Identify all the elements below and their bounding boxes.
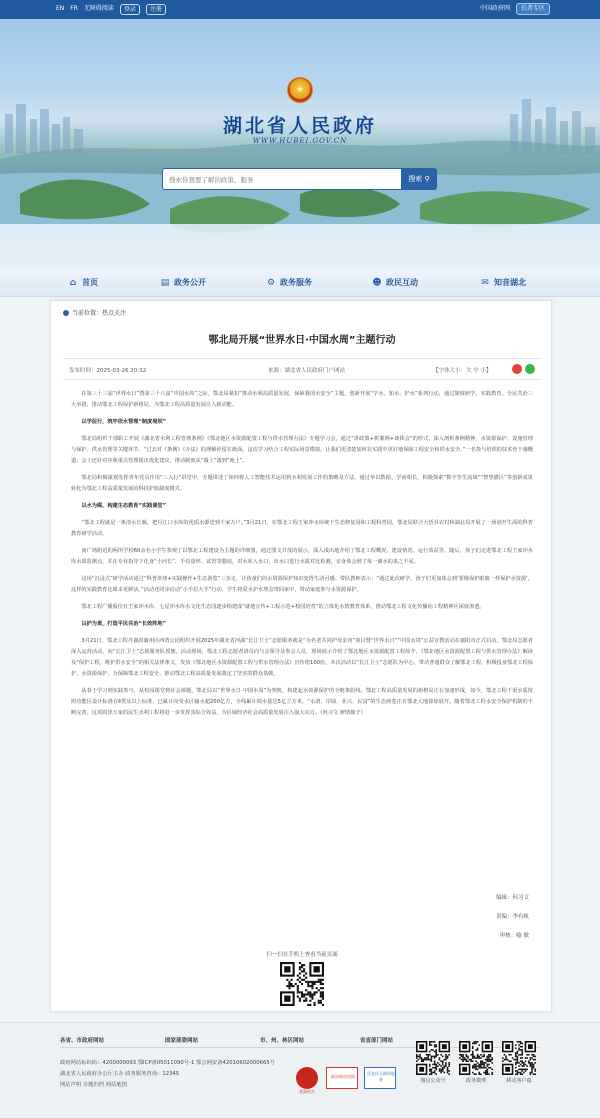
header-banner	[0, 19, 600, 269]
search-input[interactable]	[169, 173, 399, 186]
publish-time: 发布时间：2025-03-26 20:32	[69, 368, 147, 374]
gear-icon: ⚙	[266, 277, 276, 288]
site-title: 湖北省人民政府	[222, 115, 377, 137]
article-paragraph: 鄂北工程广播股份有王家冲水库、七星冲水库水文化生态园逐步构建成“就地宣传+工程示范+校园培育”的立体化水情教育体系，推动鄂北工程文化传播向工程精神区深度渗透。	[81, 604, 485, 610]
footer-info: 政府网站标识码：4200000093 鄂ICP备05011090号-1 鄂公网安备42010602000665号 湖北省人民政府办公厅主办 政务服务咨询：12345 网站声明 专题归档 网站地图	[60, 1060, 275, 1088]
qr-label-app: 移动客户端	[506, 1078, 532, 1084]
search-box	[162, 168, 437, 190]
lang-en-link[interactable]: EN	[56, 5, 65, 12]
article-paragraph: 在第三十三届“世界水日”暨第三十八届“中国水周”之际，鄂北局紧扣“推动水利高质量发展，保障我国水安全”主题，创新开展“学水、知水、护水”系列行动，通过制度研学、实践教育、全民共治三大举措，推动鄂北工程保护新格局，为鄂北工程高质量发展注入新动能。	[71, 391, 533, 408]
app-qr-code-icon	[502, 1041, 536, 1075]
article-title: 鄂北局开展“世界水日·中国水周”主题行动	[208, 335, 396, 346]
section-heading: 以水为媒，构建生态教育“实践课堂”	[81, 503, 167, 509]
article-panel	[50, 300, 552, 1012]
share-buttons	[512, 364, 535, 374]
lang-fr-link[interactable]: FR	[70, 5, 78, 12]
wechat-share-icon[interactable]	[525, 364, 535, 374]
home-icon: ⌂	[69, 277, 77, 288]
article-meta	[63, 358, 541, 380]
editor-credits	[496, 889, 529, 946]
qr-label-wechat: 微信公众号	[420, 1078, 446, 1084]
site-url: WWW.HUBEI.GOV.CN	[252, 137, 348, 145]
nav-item-home[interactable]: ⌂ 首页	[69, 277, 98, 288]
article-paragraph: 这场“沉浸式”研学活动通过“科普讲座+实践操作+生态游览”三步走，让孩童们的水资源保护知识变得生动可感。带队教师表示：“通过此次研学，孩子们更加体会到‘要像保护眼睛一样保护水资源’，这样的实践教育比课本更鲜活。”活动还同步启动“小手拉大手”行动，学生将爱水护水理念带回家中，带动家庭参与水资源保护。	[71, 576, 533, 593]
article-paragraph: 南广场附近的两所学校60余名小学生参观了以鄂北工程建设为主题的详细图，通过图文并茂的展示，深入浅出地介绍了鄂北工程概况、建设情况、运行效益等。随后，孩子们走进鄂北工程王家冲水库水质监测点，并在专业指导下化身“小河长”，手持量杯、试管等器皿，对水库入水口、出水口进行水质对比检测，亲身体会到了每一滴水的来之不易。	[71, 548, 533, 565]
footer-link-cities[interactable]: 市、州、林区网站	[260, 1038, 305, 1044]
accessibility-link[interactable]: 无障碍阅读	[83, 5, 114, 12]
gov-portal-link[interactable]: 中国政府网	[479, 5, 510, 12]
font-size-switcher[interactable]: 【字体大小：大 中 小】	[433, 368, 492, 374]
wechat-qr-code-icon	[416, 1041, 450, 1075]
nav-item-gov-affairs[interactable]: ▤ 政务公开	[160, 277, 206, 288]
login-button[interactable]: 登录	[120, 4, 140, 15]
footer-link-ministries[interactable]: 国家部委网站	[165, 1038, 199, 1044]
footer-link-departments[interactable]: 省直部门网站	[360, 1038, 394, 1044]
document-icon: ▤	[160, 277, 170, 288]
editor: 编辑：何习文	[495, 895, 529, 901]
people-icon: ☻	[372, 277, 382, 288]
article-source: 来源：湖北省人民政府门户网站	[268, 368, 346, 374]
party-gov-badge[interactable]: 党政机关	[296, 1067, 318, 1089]
article-body	[71, 389, 533, 725]
nav-item-interaction[interactable]: ☻ 政民互动	[372, 277, 418, 288]
section-heading: 以学促行，筑牢依水管理“制度堤坝”	[81, 419, 167, 425]
article-paragraph: 3月21日，鄂北工程丹襄段襄州区西湾公园组织开展2025年湖北省河湖“长江卫士”志愿服务就是“为名老共同护母亲河”项目暨“世界水日”“中国水周”公益宣教活动在襄阳市正式启动。鄂北局志愿者深入运营活动，向“长江卫士”志愿服务队授旗，活动现场，鄂北工程志愿者讲员向与会领导及参会人员，现场展示介绍了鄂北地区水资源配置工程简介，《鄂北地区水资源配置工程与供水管理办法》解读及“保护工程，维护供水安全”的相关法律条文，发放《鄂北地区水资源配置工程与供水管理办法》宣传册100份。本次活动以“长江卫士”志愿队为中心，带动普通群众了解鄂北工程，积极投身鄂北工程保护、水资源保护，为保障鄂北工程安全、推动鄂北工程高质量发展奠定了坚实的群众基础。	[71, 638, 533, 677]
footer	[0, 1022, 600, 1118]
section-heading: 以护为责，打造平民共治“长效阵地”	[81, 621, 167, 627]
article-paragraph: 从春于学习到实践参与，从校园课堂到社会课题，鄂北局以“世界水日·中国水周”为契机，构建起水资源保护的全链条防线。鄂北工程高质量发展的新格局正在加速形成，如今，鄂北工程干渠水质按照功能区设计标准在Ⅱ类及以上标准，已累计向受水区输水超200亿方，全线累计调水量达5亿立方米，“水清、岸绿、业兴、民富”的生态画卷正在鄂北大地徐徐展开。随着鄂北工程水安全保护机制的不断完善，这项润泽万家的民生水利工程将进一步发挥其综合效益，为区域经济社会高质量发展注入强大动力。（何习文 廖缮薇子）	[71, 688, 533, 716]
main-nav	[0, 269, 600, 297]
breadcrumb: 当前位置：热点关注	[63, 308, 126, 317]
qr-caption: 扫一扫在手机上查看当前页面	[266, 952, 338, 958]
elder-mode-button[interactable]: 长者专区	[516, 3, 550, 15]
weibo-qr-code-icon	[459, 1041, 493, 1075]
nav-item-zhiyin-hubei[interactable]: ✉ 知音湖北	[481, 277, 526, 288]
article-paragraph: 鄂北局积极谋划发挥青年党员作用“三入行”讲堂中，专题讲述了如何将人工智能技术运用到水利发展工作的策略及方法，通过举以数据、学而相长，积极探索“数字孪生流域”“智慧灌区”等创新成果转化为鄂北工程高质量发展的科技护航制度模式。	[71, 475, 533, 492]
responsible-editor: 责编：李有轨	[495, 914, 529, 920]
article-paragraph: “鄂北工程就是一条清水长廊，把丹江口水库的优质水源送到千家万户。”3月21日，在鄂北工程王家冲水库统下生态修复园和工程科普园，鄂北局联合大悟县农村和湖北局开展了一场别开生面的科普教育研学活动。	[71, 520, 533, 537]
location-pin-icon	[63, 310, 69, 316]
weibo-share-icon[interactable]	[512, 364, 522, 374]
reviewer: 审核：喻 敏	[499, 933, 529, 939]
gov-site-error-badge[interactable]: 政府网站找错	[326, 1067, 358, 1089]
register-button[interactable]: 注册	[146, 4, 166, 15]
search-button[interactable]: 搜索 ⚲	[401, 168, 437, 190]
search-icon: ⚲	[424, 175, 430, 183]
top-bar	[0, 0, 600, 19]
footer-link-provinces[interactable]: 各省、市政府网站	[60, 1038, 105, 1044]
nav-item-gov-services[interactable]: ⚙ 政务服务	[266, 277, 312, 288]
megaphone-icon: ✉	[481, 277, 489, 288]
qr-label-weibo: 政务微博	[465, 1078, 486, 1084]
article-paragraph: 鄂北局组织干部职工开展《湖北省水利工程管理条例》《鄂北地区水资源配置工程与供水管理办法》专题学习会，通过“讲政策+析案例+谈体会”的形式，深入剖析条例精神、水资源保护、设施管理与保护、供水管理等关键环节。“过去对《条例》《办法》的理解停留在纸面，这次学习结合工程实际场景模拟，让我们更清楚如何在实践中更好地保障工程安全和供水安全。”一名参与培训的技术骨干感慨道。会上还针对应收重点管理提出优化建议，推动制度从“墙上”落到“地上”。	[71, 436, 533, 464]
national-emblem-icon: ★	[287, 77, 313, 103]
elder-friendly-badge[interactable]: 适老化无障碍服务	[364, 1067, 396, 1089]
page-qr-code-icon	[280, 962, 324, 1006]
